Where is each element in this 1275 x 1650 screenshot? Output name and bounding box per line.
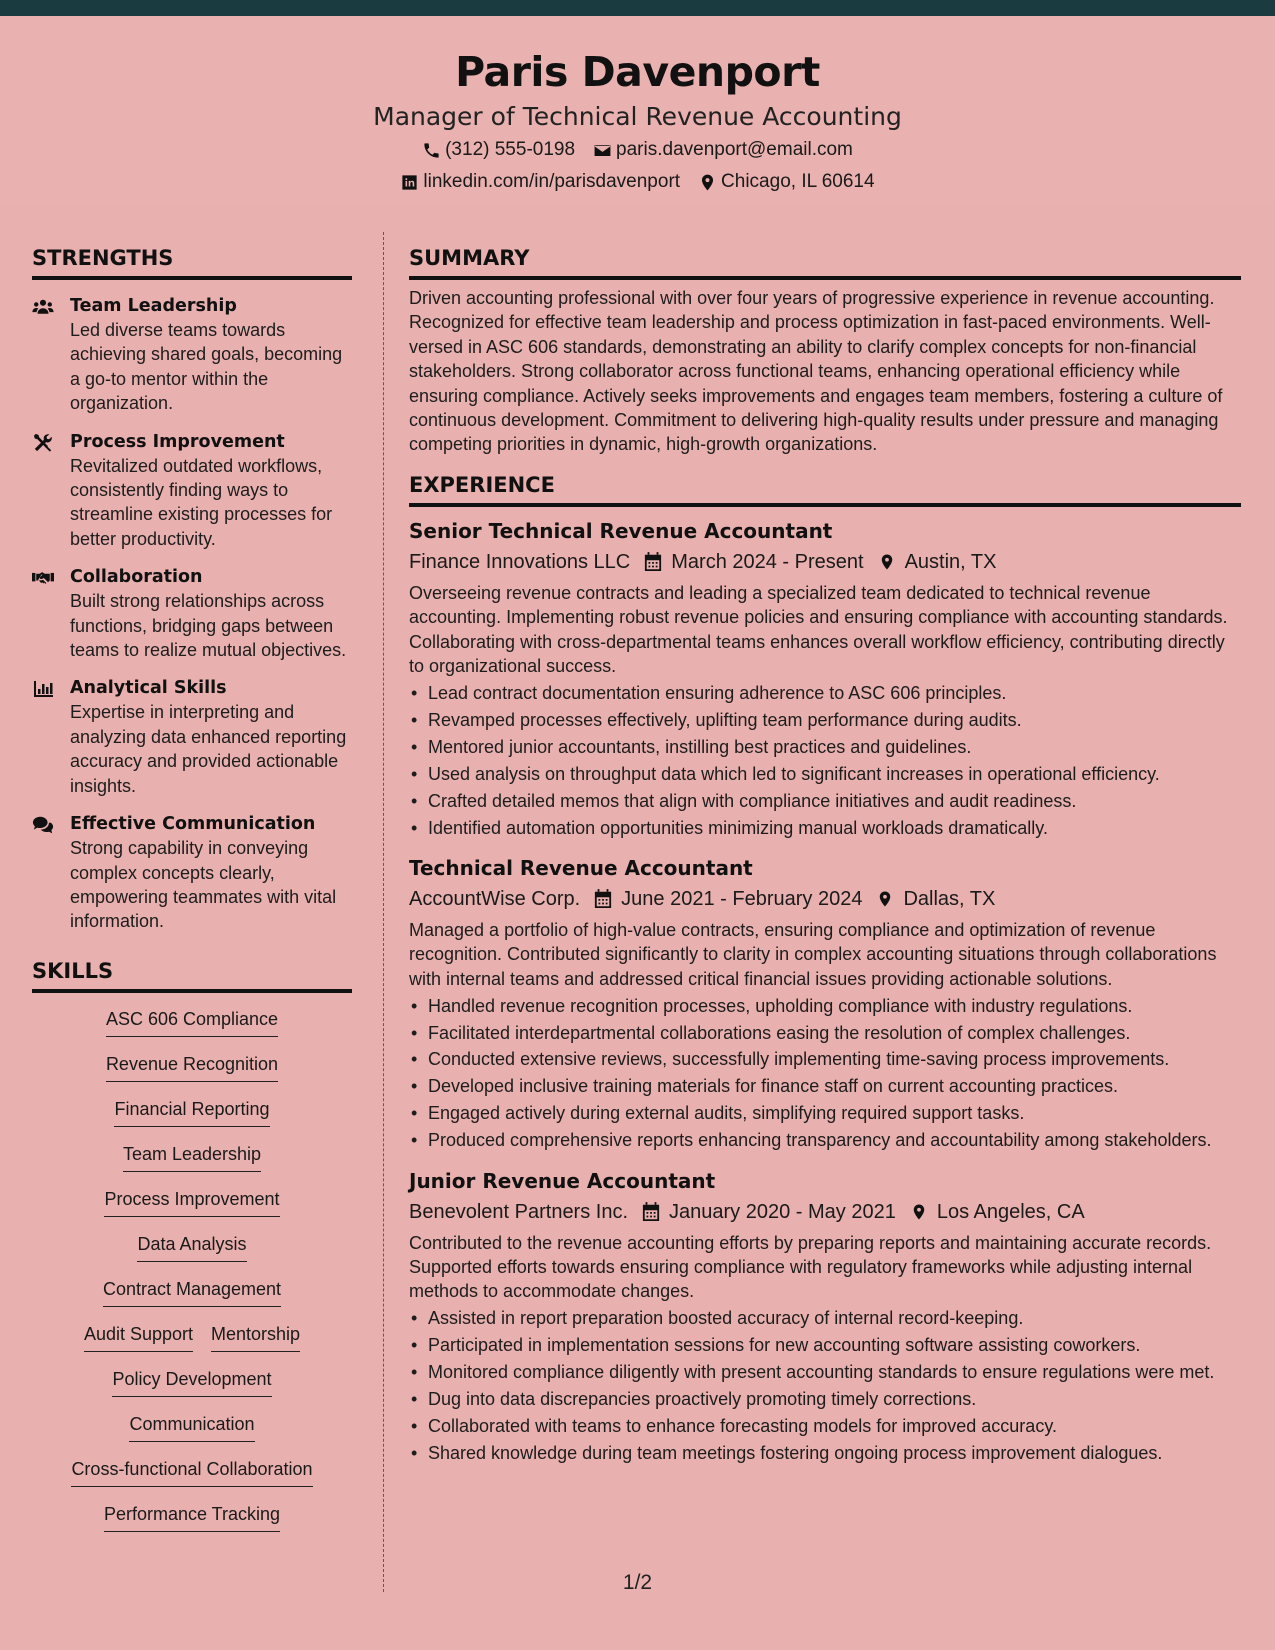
handshake-icon: [32, 568, 54, 588]
candidate-title: Manager of Technical Revenue Accounting: [373, 102, 902, 131]
skill-tag: Revenue Recognition: [106, 1052, 278, 1082]
list-item: • Used analysis on throughput data which led to significant increases in operational efficiency.: [409, 762, 1241, 786]
envelope-icon: [593, 141, 612, 160]
job-dates: June 2021 - February 2024: [621, 887, 863, 910]
job-description: Overseeing revenue contracts and leading a specialized team dedicated to technical revenue accounting. Implementing robust revenue policies and ensuring compliance with accounting standards. Collaborating with cross-departmental teams enhances overall workflow efficiency, contributing directly to organizational success.: [409, 582, 1228, 677]
candidate-name: Paris Davenport: [455, 48, 820, 96]
skills-section: [32, 956, 352, 1547]
job-bullets: [409, 681, 1241, 840]
strength-item: [32, 565, 352, 662]
list-item: • Collaborated with teams to enhance forecasting models for improved accuracy.: [409, 1414, 1241, 1438]
list-item: • Revamped processes effectively, uplifting team performance during audits.: [409, 708, 1241, 732]
strength-item: [32, 676, 352, 798]
page-number: 1/2: [622, 1571, 653, 1594]
list-item: • Handled revenue recognition processes, upholding compliance with industry regulations.: [409, 994, 1241, 1018]
job-location: Austin, TX: [904, 550, 997, 573]
map-pin-icon: [878, 552, 896, 572]
right-column: [409, 243, 1241, 1465]
strength-item: [32, 430, 352, 552]
map-pin-icon: [910, 1202, 928, 1222]
skill-tag: Communication: [129, 1412, 254, 1442]
email-text: paris.davenport@email.com: [616, 139, 853, 160]
job-entry: [409, 854, 1241, 1153]
list-item: • Produced comprehensive reports enhancing transparency and accountability among stakeholders.: [409, 1128, 1241, 1152]
job-location: Dallas, TX: [903, 887, 996, 910]
contact-row-2: [0, 166, 1275, 198]
skill-tag: Contract Management: [103, 1277, 281, 1307]
list-item: • Crafted detailed memos that align with compliance initiatives and audit readiness.: [409, 789, 1241, 813]
summary-heading: SUMMARY: [409, 243, 1241, 280]
list-item: • Participated in implementation sessions for new accounting software assisting coworkers.: [409, 1333, 1241, 1357]
job-bullets: [409, 1306, 1241, 1465]
skills-list: [32, 1007, 352, 1547]
skill-tag: Audit Support: [84, 1322, 193, 1352]
job-title: Technical Revenue Accountant: [409, 855, 753, 880]
calendar-icon: [594, 889, 612, 909]
strength-item: [32, 294, 352, 416]
phone-icon: [422, 141, 441, 160]
list-item: • Lead contract documentation ensuring adherence to ASC 606 principles.: [409, 681, 1241, 705]
list-item: • Monitored compliance diligently with present accounting standards to ensure regulations were met.: [409, 1360, 1241, 1384]
list-item: • Assisted in report preparation boosted accuracy of internal record-keeping.: [409, 1306, 1241, 1330]
job-dates: March 2024 - Present: [671, 550, 864, 573]
chart-icon: [32, 679, 54, 699]
strength-title: Effective Communication: [70, 814, 316, 835]
comments-icon: [32, 815, 54, 835]
strength-desc: Built strong relationships across functions, bridging gaps between teams to realize mutual objectives.: [70, 591, 347, 661]
linkedin-text: linkedin.com/in/parisdavenport: [423, 171, 681, 192]
job-company: Finance Innovations LLC: [409, 550, 631, 573]
top-accent-bar: [0, 0, 1275, 16]
skill-tag: Team Leadership: [123, 1142, 261, 1172]
strength-desc: Strong capability in conveying complex concepts clearly, empowering teammates with vital information.: [70, 838, 337, 932]
strength-desc: Led diverse teams towards achieving shared goals, becoming a go-to mentor within the organization.: [70, 320, 343, 414]
strengths-heading: STRENGTHS: [32, 243, 352, 280]
job-meta: [409, 546, 1241, 578]
list-item: • Conducted extensive reviews, successfully implementing time-saving process improvements.: [409, 1047, 1241, 1071]
job-entry: [409, 517, 1241, 840]
phone-contact: [422, 134, 575, 166]
skill-tag: Policy Development: [112, 1367, 271, 1397]
users-icon: [32, 297, 54, 317]
map-pin-icon: [876, 889, 894, 909]
job-company: Benevolent Partners Inc.: [409, 1200, 629, 1223]
experience-heading: EXPERIENCE: [409, 470, 1241, 507]
job-company: AccountWise Corp.: [409, 887, 581, 910]
calendar-icon: [644, 552, 662, 572]
phone-text: (312) 555-0198: [445, 139, 576, 160]
skills-heading: SKILLS: [32, 956, 352, 993]
list-item: • Shared knowledge during team meetings fostering ongoing process improvement dialogues.: [409, 1441, 1241, 1465]
job-location: Los Angeles, CA: [936, 1200, 1085, 1223]
experience-section: [409, 470, 1241, 1465]
location-text: Chicago, IL 60614: [721, 171, 875, 192]
linkedin-icon: [400, 173, 419, 192]
job-description: Managed a portfolio of high-value contracts, ensuring compliance and optimization of revenue recognition. Contributed significantly to clarity in complex accounting situations through collaborations with internal teams and addressed critical financial issues providing actionable solutions.: [409, 919, 1217, 989]
skill-tag: Data Analysis: [137, 1232, 246, 1262]
column-divider: [383, 232, 384, 1592]
summary-text: Driven accounting professional with over four years of progressive experience in revenue accounting. Recognized for effective team leadership and process optimization in fast-paced environments. Well-versed in ASC 606 standards, demonstrating an ability to clarify complex concepts for non-financial stakeholders. Strong collaborator across functional teams, enhancing operational efficiency while ensuring compliance. Actively seeks improvements and engages team members, fostering a culture of continuous development. Commitment to delivering high-quality results under pressure and managing competing priorities in dynamic, high-growth organizations.: [409, 288, 1223, 455]
contact-row-1: [0, 134, 1275, 166]
strength-title: Collaboration: [70, 567, 203, 588]
calendar-icon: [642, 1202, 660, 1222]
list-item: • Facilitated interdepartmental collaborations easing the resolution of complex challenges.: [409, 1021, 1241, 1045]
strength-title: Team Leadership: [70, 296, 237, 316]
list-item: • Developed inclusive training materials for finance staff on current accounting practices.: [409, 1074, 1241, 1098]
strength-title: Process Improvement: [70, 431, 285, 452]
left-column: [32, 243, 352, 1547]
skill-tag: Mentorship: [211, 1322, 300, 1352]
list-item: • Identified automation opportunities minimizing manual workloads dramatically.: [409, 816, 1241, 840]
job-meta: [409, 883, 1241, 915]
job-description: Contributed to the revenue accounting efforts by preparing reports and maintaining accurate records. Supported efforts towards ensuring compliance with regulatory frameworks while adjusting internal methods to accommodate changes.: [409, 1232, 1212, 1302]
job-entry: [409, 1167, 1241, 1466]
job-meta: [409, 1196, 1241, 1228]
strength-desc: Expertise in interpreting and analyzing data enhanced reporting accuracy and provided actionable insights.: [70, 702, 347, 796]
strength-desc: Revitalized outdated workflows, consistently finding ways to streamline existing processes for better productivity.: [70, 455, 333, 549]
job-title: Junior Revenue Accountant: [409, 1168, 716, 1193]
resume-header: [0, 16, 1275, 204]
job-bullets: [409, 994, 1241, 1153]
skill-tag: Financial Reporting: [114, 1097, 269, 1127]
list-item: • Engaged actively during external audits, simplifying required support tasks.: [409, 1101, 1241, 1125]
list-item: • Dug into data discrepancies proactively promoting timely corrections.: [409, 1387, 1241, 1411]
email-contact[interactable]: [593, 134, 853, 166]
strength-title: Analytical Skills: [70, 678, 227, 699]
strength-item: [32, 812, 352, 934]
tools-icon: [32, 433, 54, 453]
job-dates: January 2020 - May 2021: [669, 1200, 896, 1223]
skill-tag: Process Improvement: [104, 1187, 279, 1217]
list-item: • Mentored junior accountants, instilling best practices and guidelines.: [409, 735, 1241, 759]
job-list: [409, 517, 1241, 1465]
skill-tag: Performance Tracking: [104, 1502, 280, 1532]
map-pin-icon: [698, 173, 717, 192]
skill-tag: Cross-functional Collaboration: [71, 1457, 312, 1487]
location-contact: [698, 166, 875, 198]
skill-tag: ASC 606 Compliance: [106, 1007, 278, 1037]
linkedin-contact[interactable]: [400, 166, 680, 198]
job-title: Senior Technical Revenue Accountant: [409, 518, 833, 543]
